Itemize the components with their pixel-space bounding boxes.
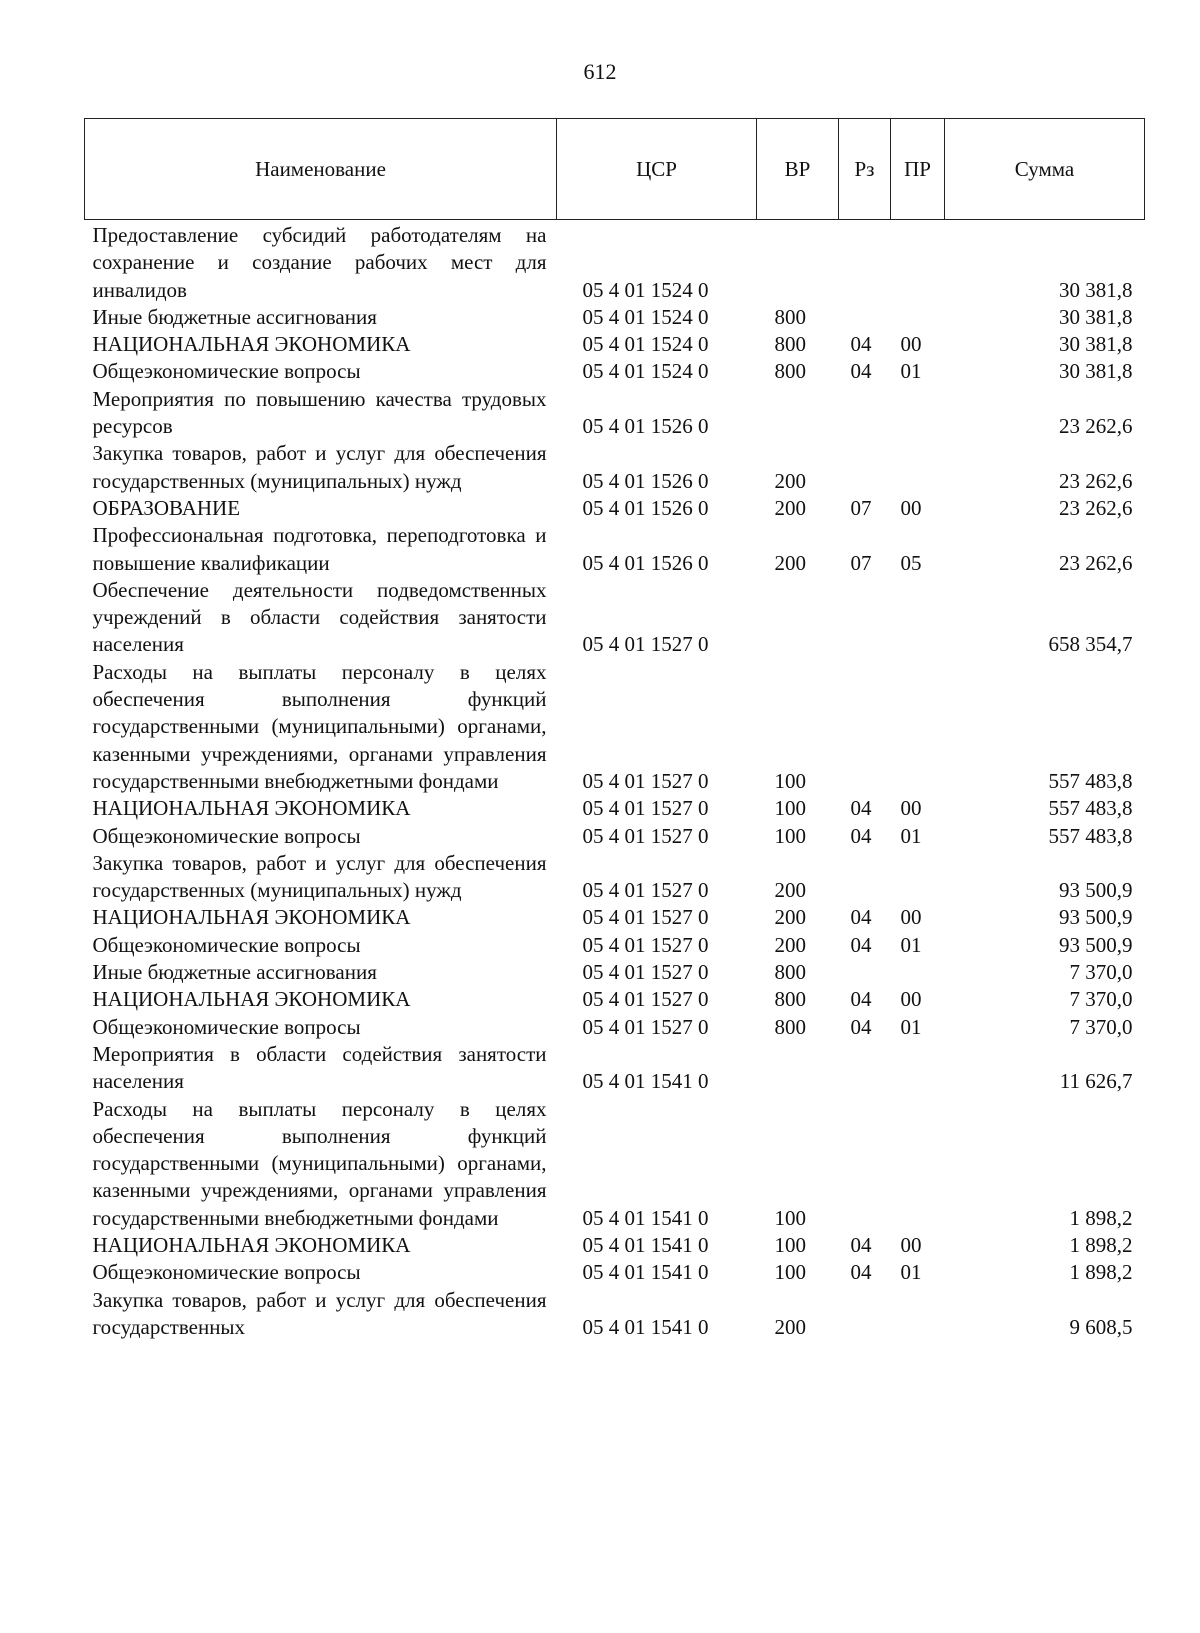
- header-rz: Рз: [839, 119, 891, 220]
- row-sum: 30 381,8: [1059, 332, 1133, 357]
- row-vr: 100: [774, 1260, 806, 1285]
- row-name: ОБРАЗОВАНИЕ: [92, 495, 241, 520]
- row-pr: 00: [900, 495, 922, 520]
- row-csr: 05 4 01 1527 0: [582, 1014, 709, 1039]
- header-csr: ЦСР: [557, 119, 757, 220]
- row-rz: [839, 220, 891, 304]
- row-pr: 01: [900, 1260, 922, 1285]
- row-vr: [757, 220, 839, 304]
- row-name: Иные бюджетные ассигнования: [92, 960, 377, 985]
- row-name: Общеэкономические вопросы: [92, 1260, 361, 1285]
- row-csr: 05 4 01 1527 0: [582, 823, 709, 848]
- row-name: Общеэкономические вопросы: [92, 359, 361, 384]
- header-name: Наименование: [85, 119, 557, 220]
- row-vr: 100: [774, 796, 806, 821]
- row-name: Общеэкономические вопросы: [92, 823, 361, 848]
- row-vr: 800: [774, 359, 806, 384]
- row-sum: 93 500,9: [1059, 878, 1133, 903]
- row-pr: [891, 577, 945, 659]
- row-csr: 05 4 01 1524 0: [582, 359, 709, 384]
- table-row: [85, 1096, 1145, 1232]
- row-name: НАЦИОНАЛЬНАЯ ЭКОНОМИКА: [92, 987, 411, 1012]
- row-csr: 05 4 01 1527 0: [582, 932, 709, 957]
- row-csr: 05 4 01 1524 0: [582, 277, 709, 302]
- row-vr: [757, 386, 839, 441]
- row-pr: [891, 1287, 945, 1342]
- row-sum: 1 898,2: [1069, 1260, 1133, 1285]
- row-name: Закупка товаров, работ и услуг для обеспечения государственных (муниципальных) нужд: [92, 441, 547, 493]
- table-row: [85, 220, 1145, 304]
- row-pr: 00: [900, 1232, 922, 1257]
- row-csr: 05 4 01 1541 0: [582, 1260, 709, 1285]
- row-sum: 23 262,6: [1059, 468, 1133, 493]
- row-sum: 658 354,7: [1048, 632, 1133, 657]
- row-sum: 93 500,9: [1059, 905, 1133, 930]
- row-name: Предоставление субсидий работодателям на сохранение и создание рабочих мест для инвалидов: [92, 223, 547, 302]
- row-rz: 04: [850, 987, 872, 1012]
- row-csr: 05 4 01 1527 0: [582, 796, 709, 821]
- row-csr: 05 4 01 1527 0: [582, 960, 709, 985]
- row-pr: [891, 304, 945, 331]
- row-rz: [839, 386, 891, 441]
- row-vr: 800: [774, 987, 806, 1012]
- table-row: [85, 331, 1145, 358]
- row-sum: 7 370,0: [1069, 960, 1133, 985]
- row-vr: 200: [774, 468, 806, 493]
- row-vr: 200: [774, 550, 806, 575]
- row-rz: 07: [850, 495, 872, 520]
- table-row: [85, 904, 1145, 931]
- row-name: НАЦИОНАЛЬНАЯ ЭКОНОМИКА: [92, 1232, 411, 1257]
- row-vr: 100: [774, 768, 806, 793]
- row-pr: [891, 1096, 945, 1232]
- row-pr: 01: [900, 823, 922, 848]
- row-csr: 05 4 01 1526 0: [582, 495, 709, 520]
- table-row: [85, 850, 1145, 905]
- budget-table: [84, 118, 1145, 1341]
- table-header: [85, 119, 1145, 220]
- row-rz: [839, 440, 891, 495]
- row-csr: 05 4 01 1526 0: [582, 468, 709, 493]
- table-row: [85, 304, 1145, 331]
- row-pr: 00: [900, 796, 922, 821]
- row-sum: 30 381,8: [1059, 359, 1133, 384]
- table-row: [85, 522, 1145, 577]
- row-pr: [891, 850, 945, 905]
- row-sum: 1 898,2: [1069, 1232, 1133, 1257]
- row-vr: 100: [774, 1205, 806, 1230]
- row-name: Мероприятия по повышению качества трудовых ресурсов: [92, 386, 547, 439]
- row-rz: 04: [850, 932, 872, 957]
- row-csr: 05 4 01 1541 0: [582, 1205, 709, 1230]
- row-csr: 05 4 01 1541 0: [582, 1314, 709, 1339]
- row-rz: [839, 1096, 891, 1232]
- row-pr: [891, 959, 945, 986]
- row-vr: 200: [774, 495, 806, 520]
- row-name: Профессиональная подготовка, переподготовка и повышение квалификации: [92, 523, 547, 575]
- row-sum: 557 483,8: [1048, 796, 1133, 821]
- row-sum: 11 626,7: [1059, 1069, 1133, 1094]
- row-rz: 04: [850, 1014, 872, 1039]
- page-number: 612: [583, 59, 617, 84]
- row-csr: 05 4 01 1527 0: [582, 878, 709, 903]
- header-sum: Сумма: [945, 119, 1145, 220]
- row-sum: 557 483,8: [1048, 768, 1133, 793]
- row-name: Общеэкономические вопросы: [92, 1014, 361, 1039]
- row-csr: 05 4 01 1524 0: [582, 332, 709, 357]
- row-vr: 200: [774, 905, 806, 930]
- row-sum: 30 381,8: [1059, 304, 1133, 329]
- table-row: [85, 932, 1145, 959]
- table-row: [85, 823, 1145, 850]
- header-row: [85, 119, 1145, 220]
- table-row: [85, 358, 1145, 385]
- row-sum: 23 262,6: [1059, 550, 1133, 575]
- header-pr: ПР: [891, 119, 945, 220]
- row-pr: [891, 659, 945, 795]
- row-rz: 04: [850, 1260, 872, 1285]
- row-sum: 23 262,6: [1059, 414, 1133, 439]
- row-vr: 800: [774, 1014, 806, 1039]
- table-row: [85, 577, 1145, 659]
- row-csr: 05 4 01 1526 0: [582, 414, 709, 439]
- row-name: Закупка товаров, работ и услуг для обеспечения государственных (муниципальных) нужд: [92, 850, 547, 903]
- row-pr: [891, 440, 945, 495]
- row-rz: [839, 959, 891, 986]
- row-sum: 9 608,5: [1069, 1314, 1133, 1339]
- row-csr: 05 4 01 1526 0: [582, 550, 709, 575]
- header-vr: ВР: [757, 119, 839, 220]
- row-sum: 30 381,8: [1059, 277, 1133, 302]
- row-csr: 05 4 01 1527 0: [582, 905, 709, 930]
- row-vr: 800: [774, 304, 806, 329]
- row-pr: [891, 220, 945, 304]
- row-vr: [757, 1041, 839, 1096]
- row-vr: 100: [774, 1232, 806, 1257]
- row-name: Расходы на выплаты персоналу в целях обеспечения выполнения функций государственными (муниципальными) органами, казенными учреждениями, органами управления государственными внебюджетными фондами: [92, 659, 547, 793]
- row-csr: 05 4 01 1527 0: [582, 987, 709, 1012]
- row-sum: 93 500,9: [1059, 932, 1133, 957]
- row-name: НАЦИОНАЛЬНАЯ ЭКОНОМИКА: [92, 905, 411, 930]
- row-csr: 05 4 01 1541 0: [582, 1069, 709, 1094]
- row-pr: 05: [900, 550, 922, 575]
- row-vr: 200: [774, 1314, 806, 1339]
- table-row: [85, 1041, 1145, 1096]
- row-vr: 800: [774, 332, 806, 357]
- row-name: Общеэкономические вопросы: [92, 932, 361, 957]
- row-rz: [839, 659, 891, 795]
- row-sum: 1 898,2: [1069, 1205, 1133, 1230]
- table-row: [85, 1232, 1145, 1259]
- row-vr: 800: [774, 960, 806, 985]
- row-pr: [891, 1041, 945, 1096]
- row-rz: [839, 1287, 891, 1342]
- table-row: [85, 495, 1145, 522]
- row-rz: 04: [850, 1232, 872, 1257]
- row-sum: 23 262,6: [1059, 495, 1133, 520]
- row-csr: 05 4 01 1527 0: [582, 632, 709, 657]
- row-sum: 557 483,8: [1048, 823, 1133, 848]
- row-name: Расходы на выплаты персоналу в целях обеспечения выполнения функций государственными (муниципальными) органами, казенными учреждениями, органами управления государственными внебюджетными фондами: [92, 1096, 547, 1230]
- row-rz: 04: [850, 905, 872, 930]
- row-sum: 7 370,0: [1069, 987, 1133, 1012]
- row-name: Иные бюджетные ассигнования: [92, 304, 377, 329]
- row-rz: [839, 1041, 891, 1096]
- row-rz: 04: [850, 359, 872, 384]
- row-vr: 200: [774, 932, 806, 957]
- row-pr: [891, 386, 945, 441]
- table-row: [85, 1259, 1145, 1286]
- row-name: Обеспечение деятельности подведомственных учреждений в области содействия занятости населения: [92, 577, 547, 657]
- row-name: НАЦИОНАЛЬНАЯ ЭКОНОМИКА: [92, 332, 411, 357]
- row-pr: 01: [900, 932, 922, 957]
- table-row: [85, 1014, 1145, 1041]
- row-vr: [757, 577, 839, 659]
- table-row: [85, 795, 1145, 822]
- table-row: [85, 986, 1145, 1013]
- row-csr: 05 4 01 1524 0: [582, 304, 709, 329]
- row-rz: 04: [850, 332, 872, 357]
- row-pr: 00: [900, 905, 922, 930]
- table-row: [85, 1287, 1145, 1342]
- row-vr: 200: [774, 878, 806, 903]
- row-rz: [839, 304, 891, 331]
- table-row: [85, 440, 1145, 495]
- row-rz: 04: [850, 823, 872, 848]
- row-sum: 7 370,0: [1069, 1014, 1133, 1039]
- row-rz: [839, 577, 891, 659]
- row-csr: 05 4 01 1541 0: [582, 1232, 709, 1257]
- row-name: НАЦИОНАЛЬНАЯ ЭКОНОМИКА: [92, 796, 411, 821]
- table-body: [85, 220, 1145, 1342]
- row-pr: 01: [900, 1014, 922, 1039]
- table-row: [85, 959, 1145, 986]
- row-name: Закупка товаров, работ и услуг для обеспечения государственных: [92, 1287, 547, 1339]
- row-name: Мероприятия в области содействия занятости населения: [92, 1041, 547, 1094]
- row-rz: [839, 850, 891, 905]
- row-pr: 01: [900, 359, 922, 384]
- table-row: [85, 659, 1145, 795]
- row-csr: 05 4 01 1527 0: [582, 768, 709, 793]
- row-rz: 04: [850, 796, 872, 821]
- row-vr: 100: [774, 823, 806, 848]
- row-pr: 00: [900, 987, 922, 1012]
- table-row: [85, 386, 1145, 441]
- row-rz: 07: [850, 550, 872, 575]
- row-pr: 00: [900, 332, 922, 357]
